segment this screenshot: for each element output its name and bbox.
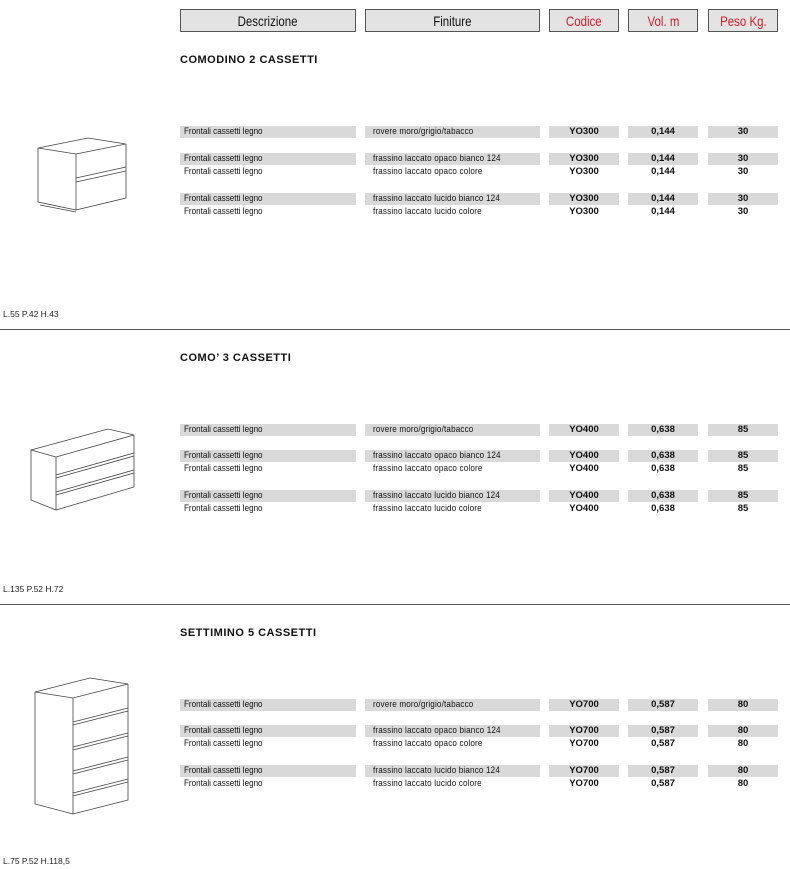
section-divider <box>0 329 790 330</box>
dimensions-label: L.55 P.42 H.43 <box>3 309 59 319</box>
header-finiture: Finiture <box>365 9 540 32</box>
three-drawer-dresser-icon <box>28 425 138 515</box>
section-divider <box>0 604 790 605</box>
header-vol: Vol. m <box>628 9 698 32</box>
dimensions-label: L.75 P.52 H.118,5 <box>3 856 70 866</box>
five-drawer-chest-icon <box>30 672 135 817</box>
section-title: COMODINO 2 CASSETTI <box>180 54 318 66</box>
two-drawer-nightstand-icon <box>30 130 130 215</box>
header-descrizione: Descrizione <box>180 9 356 32</box>
section-title: SETTIMINO 5 CASSETTI <box>180 627 317 639</box>
header-codice: Codice <box>549 9 619 32</box>
section-title: COMO’ 3 CASSETTI <box>180 352 292 364</box>
header-peso: Peso Kg. <box>708 9 778 32</box>
dimensions-label: L.135 P.52 H.72 <box>3 584 64 594</box>
